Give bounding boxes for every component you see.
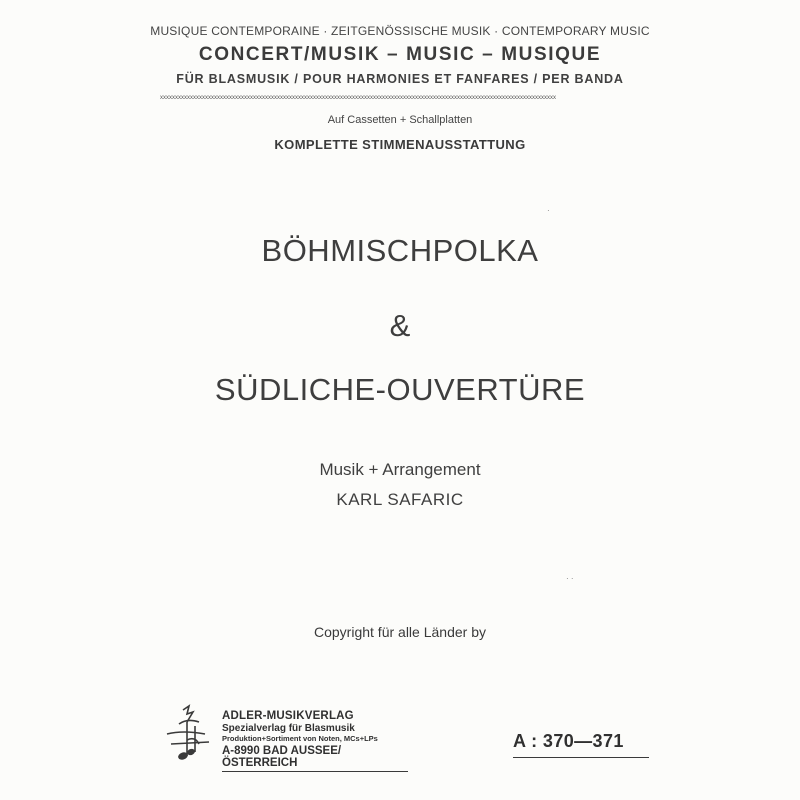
paper-speck: · · xyxy=(566,574,574,583)
publisher-block xyxy=(222,710,408,772)
work-title-1: BÖHMISCHPOLKA xyxy=(261,233,539,268)
composer-name: KARL SAFARIC xyxy=(336,490,464,509)
eagle-music-note-logo-icon xyxy=(165,704,215,764)
publisher-address: A-8990 BAD AUSSEE/ÖSTERREICH xyxy=(222,745,408,772)
title-ampersand: & xyxy=(389,308,411,343)
header-parts: KOMPLETTE STIMMENAUSSTATTUNG xyxy=(274,137,526,152)
publisher-production: Produktion+Sortiment von Noten, MCs+LPs xyxy=(222,734,378,743)
publisher-subtitle: Spezialverlag für Blasmusik xyxy=(222,723,355,734)
header-categories: MUSIQUE CONTEMPORAINE · ZEITGENÖSSISCHE MUSIK · CONTEMPORARY MUSIC xyxy=(150,24,650,38)
header-media: Auf Cassetten + Schallplatten xyxy=(327,114,473,126)
work-title-2: SÜDLICHE-OUVERTÜRE xyxy=(214,372,586,407)
copyright-notice: Copyright für alle Länder by xyxy=(314,624,486,640)
header-ensemble: FÜR BLASMUSIK / POUR HARMONIES ET FANFARES / PER BANDA xyxy=(176,72,624,86)
paper-speck: · xyxy=(547,206,550,215)
publisher-name: ADLER-MUSIKVERLAG xyxy=(222,710,354,722)
header-separator-line: xxxxxxxxxxxxxxxxxxxxxxxxxxxxxxxxxxxxxxxxxxxxxxxxxxxxxxxxxxxxxxxxxxxxxxxxxxxxxxxxxxxxxxxxxxxxxxxxxxxxxxxxxxxxxxxxxxxxxxxxxxxxxxxxxxxx xyxy=(160,95,556,101)
credit-role: Musik + Arrangement xyxy=(319,460,481,479)
catalog-number: A : 370—371 xyxy=(513,731,649,758)
header-series-title: CONCERT/MUSIK – MUSIC – MUSIQUE xyxy=(198,44,602,65)
